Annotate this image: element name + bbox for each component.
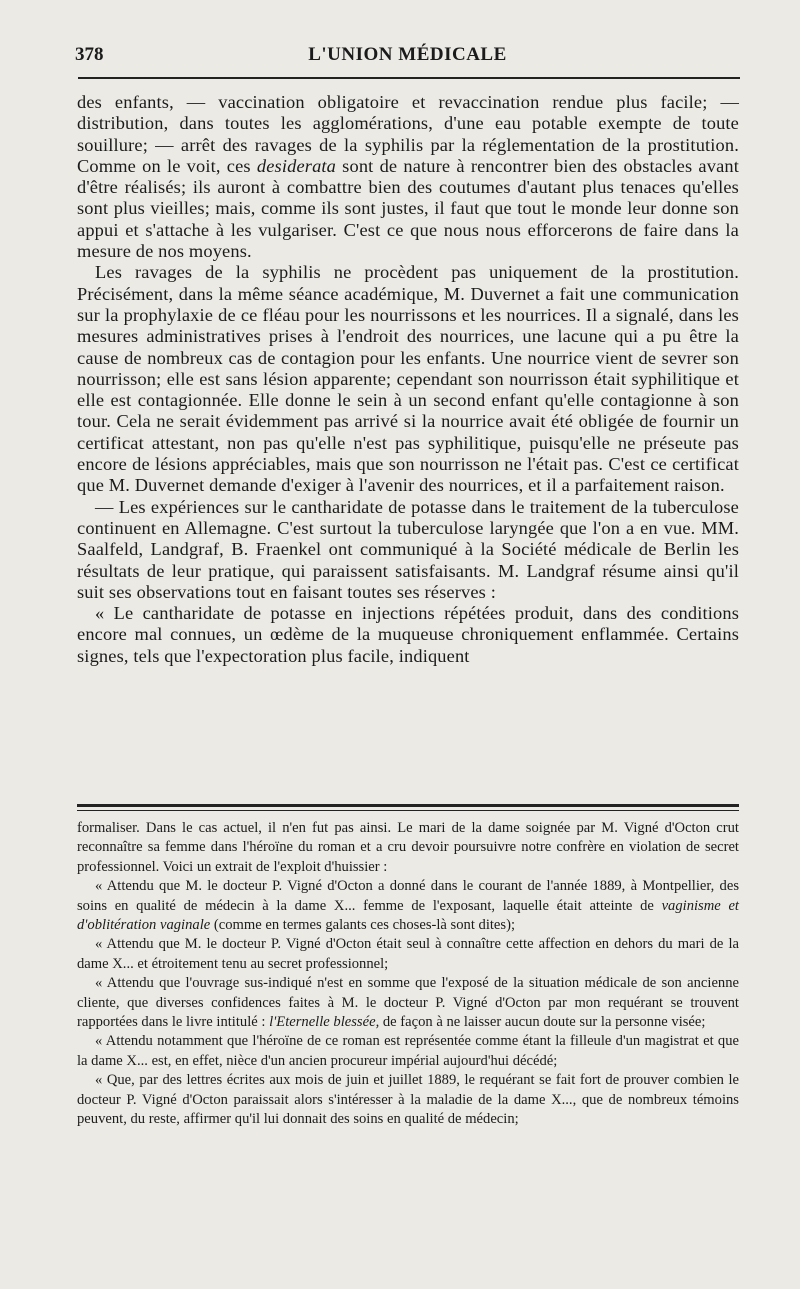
paragraph-4: « Le cantharidate de potasse en injections répétées produit, dans des conditions encore mal connues, un œdème de la muqueuse chroniquement enflammée. Certains signes, tels que l'expectoration plus facile, indiquent — [77, 603, 739, 666]
header-rule — [78, 77, 740, 79]
paragraph-1-rest: sont de nature à rencontrer bien des obstacles avant d'être réalisés; ils auront à combattre bien des coutumes d'autant plus tenaces qu'elles sont plus vieilles; mais, comme ils sont justes, il faut que tout le monde leur donne son appui et s'attache à les vulgariser. C'est ce que nous nous efforcerons de faire dans la mesure de nos moyens. — [77, 155, 740, 262]
footnote-paragraph-6: « Que, par des lettres écrites aux mois de juin et juillet 1889, le requérant se fait fort de prouver combien le docteur P. Vigné d'Octon paraissait alors s'intéresser à la maladie de la dame X..., que de nombreux témoins peuvent, du reste, affirmer qu'il lui donnait des soins en qualité de médecin; — [77, 1072, 739, 1128]
paragraph-1-emphasis: desiderata — [256, 155, 337, 176]
page-number: 378 — [75, 44, 104, 65]
footnote-paragraph-2-rest: (comme en termes galants ces choses-là sont dites); — [213, 917, 515, 934]
footnote-paragraph-2-emphasis: vaginisme et d'oblitération vaginale — [77, 897, 739, 934]
footnote-paragraph-4-rest: de façon à ne laisser aucun doute sur la personne visée; — [382, 1014, 706, 1031]
footnote-separator-thick — [77, 804, 739, 807]
footnote-paragraph-2-text: « Attendu que M. le docteur P. Vigné d'Octon a donné dans le courant de l'année 1889, à Montpellier, des soins en qualité de médecin à la dame X... femme de l'exposant, laquelle était atteinte de — [77, 878, 739, 914]
page-header — [75, 42, 740, 74]
footnote-paragraph-3: « Attendu que M. le docteur P. Vigné d'Octon était seul à connaître cette affection en dehors du mari de la dame X... et étroitement tenu au secret professionnel; — [77, 936, 739, 972]
footnote-paragraph-4 — [77, 974, 739, 1032]
paragraph-1 — [77, 92, 739, 262]
main-text — [77, 92, 739, 667]
paragraph-3: — Les expériences sur le cantharidate de potasse dans le traitement de la tuberculose continuent en Allemagne. C'est surtout la tuberculose laryngée que l'on a en vue. MM. Saalfeld, Landgraf, B. Fraenkel ont communiqué à la Société médicale de Berlin les résultats de leur pratique, qui paraissent satisfaisants. M. Landgraf résume ainsi qu'il suit ses observations tout en faisant toutes ses réserves : — [77, 496, 739, 602]
footnote — [77, 819, 739, 1130]
footnote-separator-thin — [77, 810, 739, 811]
footnote-paragraph-1: formaliser. Dans le cas actuel, il n'en fut pas ainsi. Le mari de la dame soignée par M. Vigné d'Octon crut reconnaître sa femme dans l'héroïne du roman et a cru devoir poursuivre notre confrère en violation de secret professionnel. Voici un extrait de l'exploit d'huissier : — [77, 820, 739, 875]
paragraph-2: Les ravages de la syphilis ne procèdent pas uniquement de la prostitution. Précisément, dans la même séance académique, M. Duvernet a fait une communication sur la prophylaxie de ce fléau pour les nourrissons et les nourrices. Il a signalé, dans les mesures administratives prises à l'endroit des nourrices, une lacune qui a pu être la cause de nombreux cas de contagion pour les enfants. Une nourrice vient de sevrer son nourrisson; elle est sans lésion apparente; cependant son nourrisson était syphilitique et elle est contagionnée. Elle donne le sein à un second enfant qu'elle contagionne à son tour. Cela ne serait évidemment pas arrivé si la nourrice avait été obligée de fournir un certificat attestant, non pas qu'elle n'est pas syphilitique, puisqu'elle ne préseute pas encore de lésions appréciables, mais que son nourrisson ne l'était pas. C'est ce certificat que M. Duvernet demande d'exiger à l'avenir des nourrices, et il a parfaitement raison. — [77, 262, 739, 496]
paragraph-1-text: des enfants, — vaccination obligatoire et revaccination rendue plus facile; — distribution, dans toutes les agglomérations, d'une eau potable exempte de toute souillure; — arrêt des ravages de la syphilis par la réglementation de la prostitution. Comme on le voit, ces — [77, 92, 739, 176]
footnote-paragraph-4-text: « Attendu que l'ouvrage sus-indiqué n'est en somme que l'exposé de la situation médicale de son ancienne cliente, que diverses confidences faites à M. le docteur P. Vigné d'Octon par mon requérant se trouvent rapportées dans le livre intitulé : — [77, 975, 739, 1031]
footnote-paragraph-2 — [77, 877, 739, 935]
running-title: L'UNION MÉDICALE — [308, 44, 507, 65]
footnote-paragraph-4-emphasis: l'Eternelle blessée, — [269, 1014, 380, 1031]
footnote-paragraph-5: « Attendu notamment que l'héroïne de ce roman est représentée comme étant la filleule d'un magistrat et que la dame X... est, en effet, nièce d'un ancien procureur impérial aujourd'hui décédé; — [77, 1033, 739, 1069]
